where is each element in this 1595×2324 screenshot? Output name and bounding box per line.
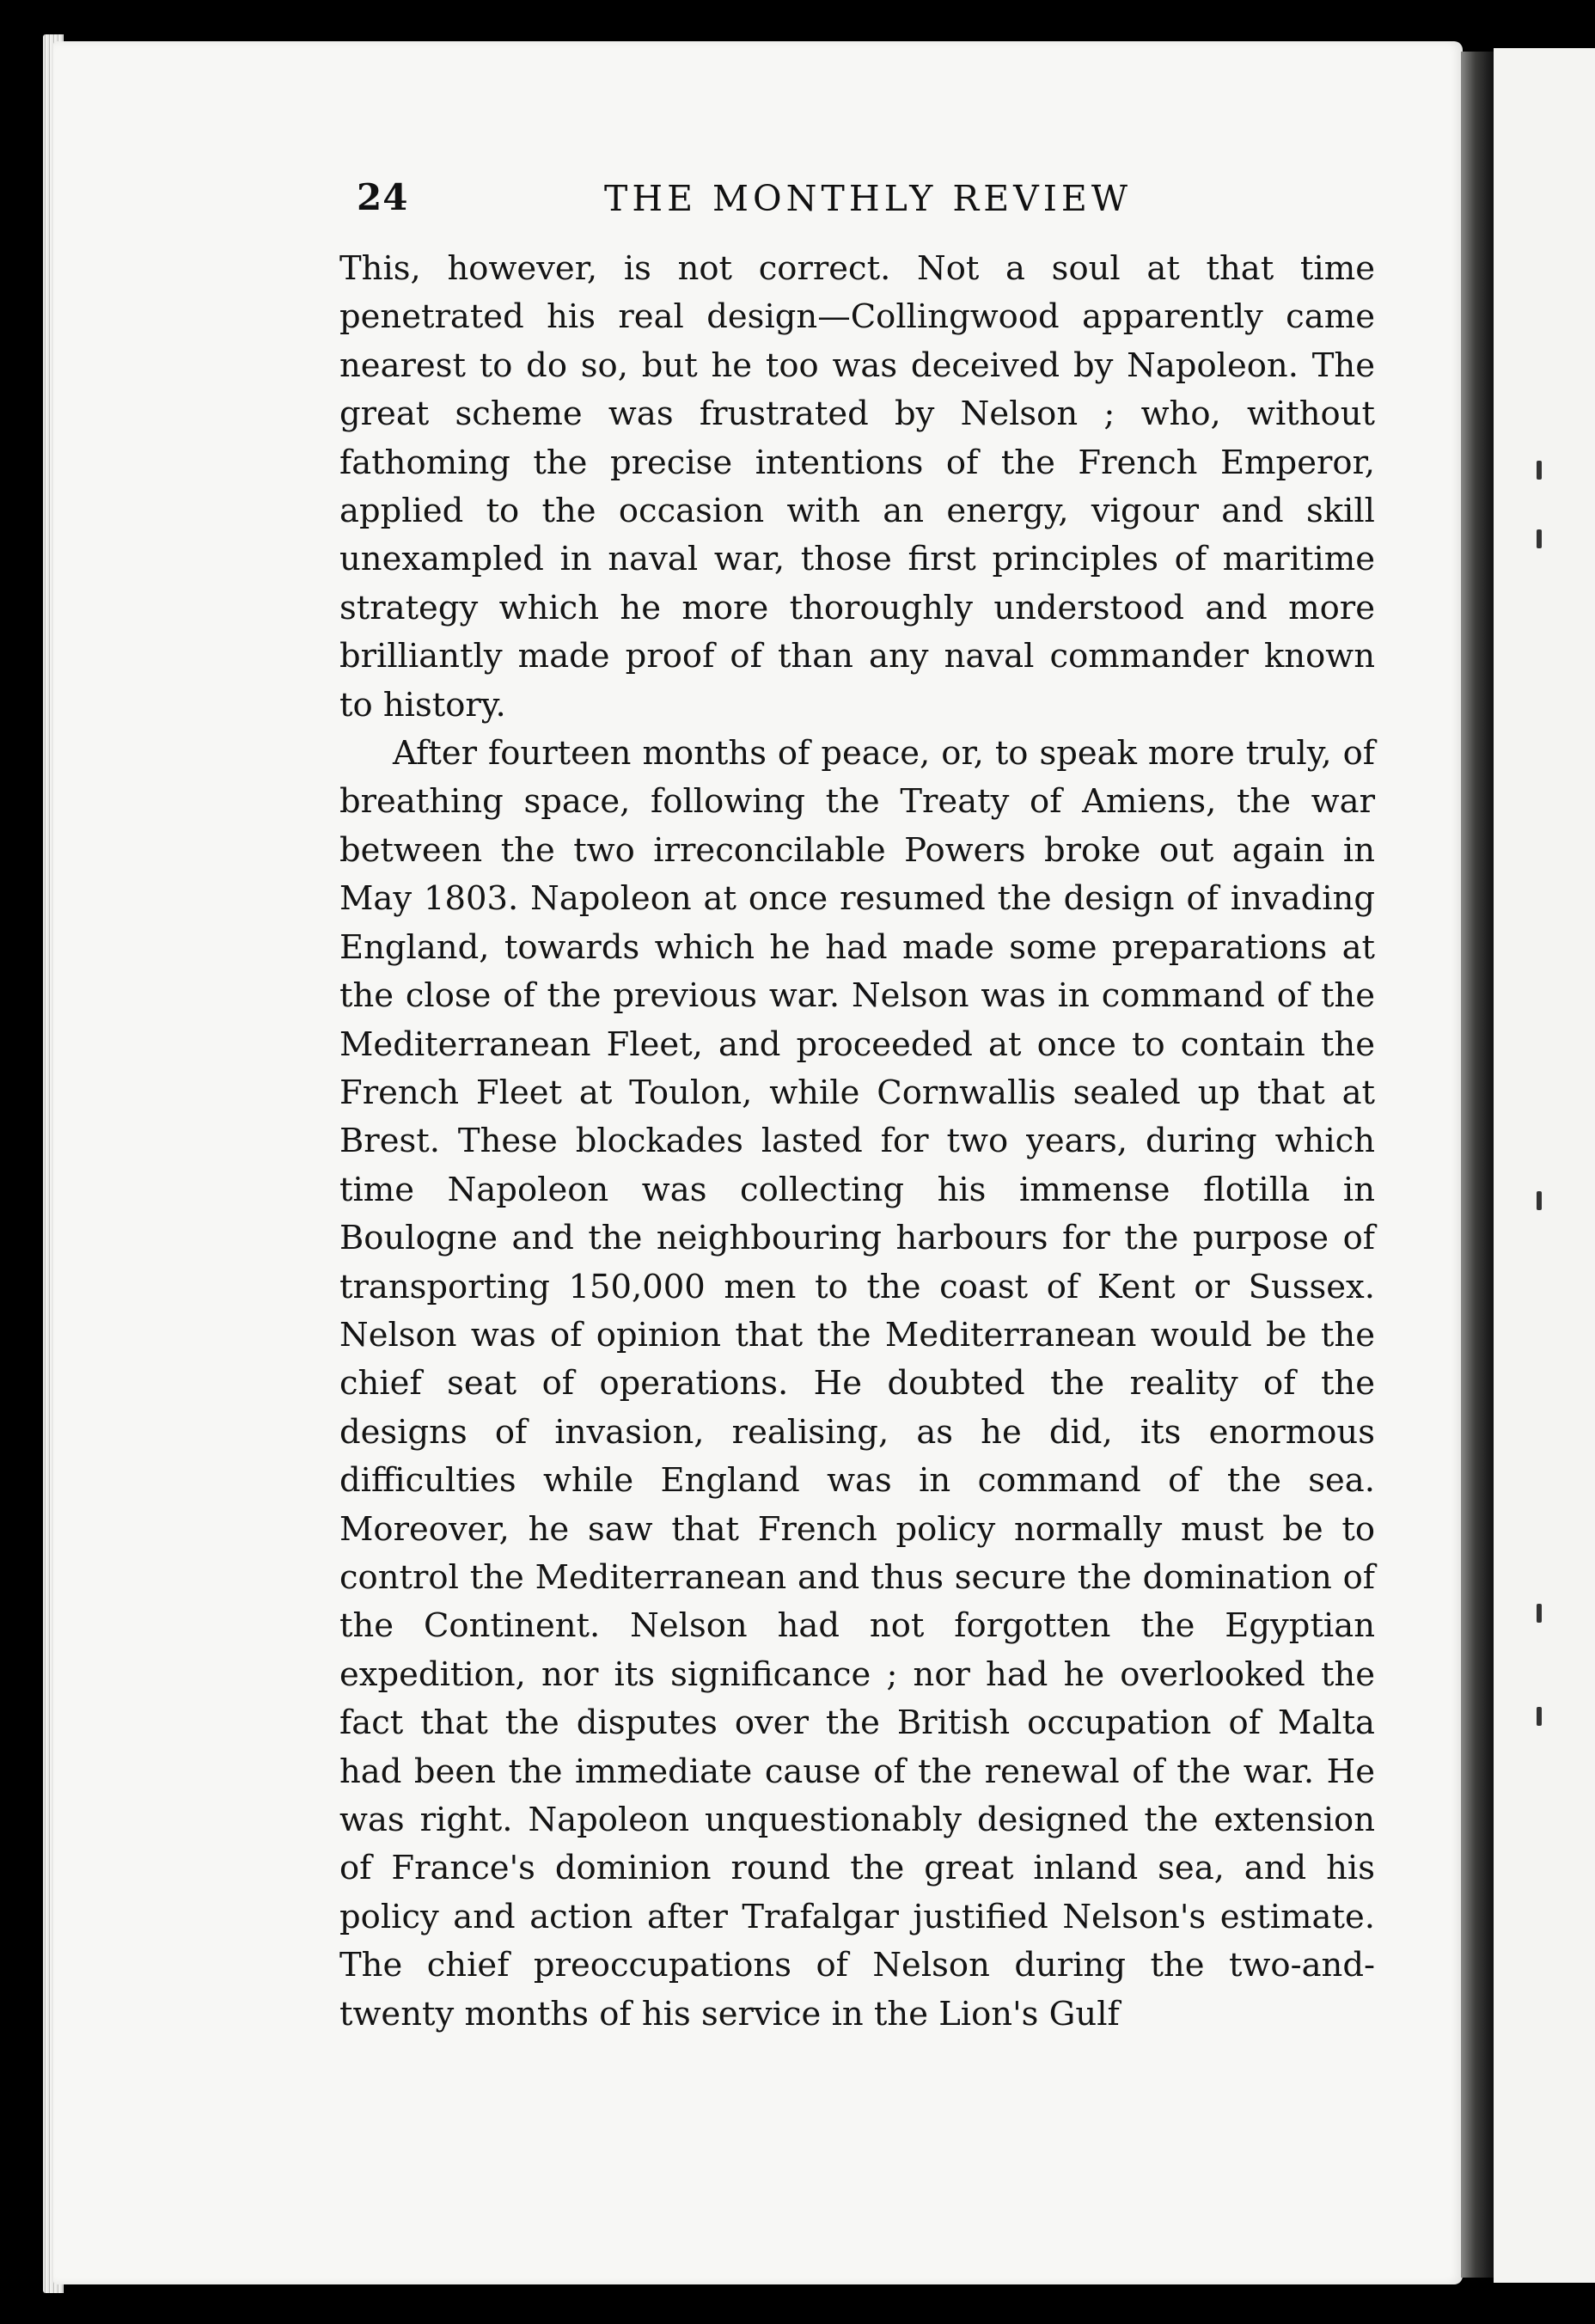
bleed-mark [1537,529,1542,548]
bleed-mark [1537,1707,1542,1726]
bleed-mark [1537,1604,1542,1623]
paragraph-2: After fourteen months of peace, or, to speak more truly, of breathing space, following the Treaty of Amiens, the war between the two irreconcilable Powers broke out again in May 1803. Napoleon at once resumed the design of invading England, towards which he had made some preparations at the close of the previous war. Nelson was in command of the Mediterranean Fleet, and proceeded at once to contain the French Fleet at Toulon, while Cornwallis sealed up that at Brest. These blockades lasted for two years, during which time Napoleon was collecting his immense flotilla in Boulogne and the neighbouring harbours for the purpose of transporting 150,000 men to the coast of Kent or Sussex. Nelson was of opinion that the Mediterranean would be the chief seat of operations. He doubted the reality of the designs of invasion, realising, as he did, its enormous difficulties while England was in command of the sea. Moreover, he saw that French policy normally must be to control the Mediterranean and thus secure the domination of the Continent. Nelson had not forgotten the Egyptian expedition, nor its significance ; nor had he overlooked the fact that the disputes over the British occupation of Malta had been the immediate cause of the renewal of the war. He was right. Napoleon unquestionably designed the extension of France's dominion round the great inland sea, and his policy and action after Trafalgar justified Nelson's estimate. The chief preoccupations of Nelson during the two-and-twenty months of his service in the Lion's Gulf [339,734,1375,2034]
paragraph-1: This, however, is not correct. Not a soul at that time penetrated his real design—Collingwood apparently came nearest to do so, but he too was deceived by Napoleon. The great scheme was frustrated by Nelson ; who, without fathoming the precise intentions of the French Emperor, applied to the occasion with an energy, vigour and skill unexampled in naval war, those first principles of maritime strategy which he more thoroughly understood and more brilliantly made proof of than any naval commander known to history. [339,249,1375,725]
next-page-edge [1494,48,1595,2283]
running-title: THE MONTHLY REVIEW [603,178,1132,219]
bleed-mark [1537,1191,1542,1210]
page-header [357,176,1379,228]
body-text [339,245,1375,2039]
page-number: 24 [357,176,409,218]
book-gutter [1461,52,1494,2278]
bleed-mark [1537,461,1542,480]
